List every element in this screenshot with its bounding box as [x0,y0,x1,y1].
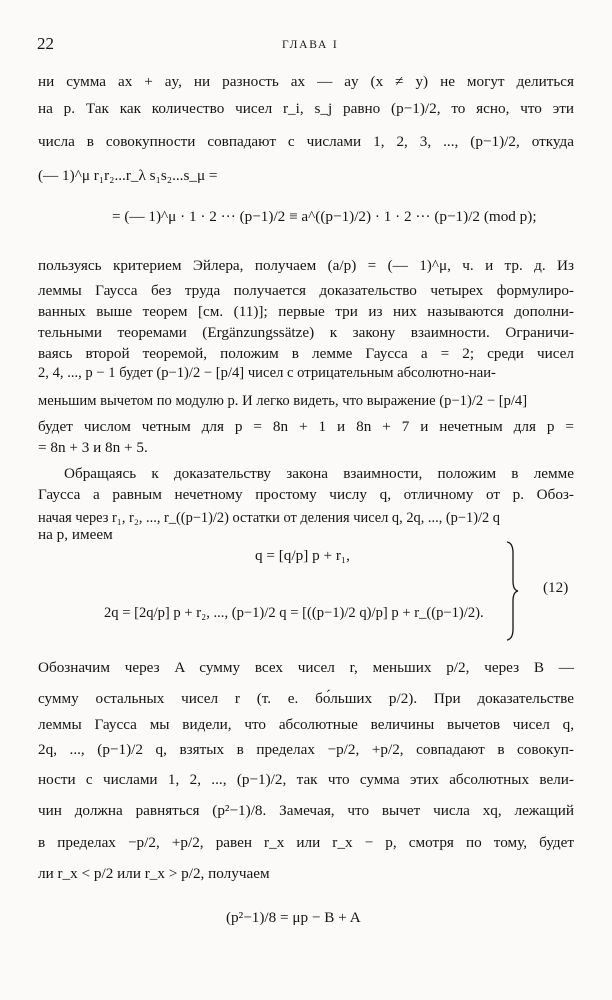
text-line-17: начая через r₁, r₂, ..., r_((p−1)/2) остатки от деления чисел q, 2q, ..., (p−1)/2 q [38,510,500,526]
formula-final: (p²−1)/8 = μp − B + A [226,909,361,926]
text-line-9: тельными теоремами (Ergänzungssätze) к закону взаимности. Ограничи- [38,324,574,341]
text-line-23: ности с числами 1, 2, ..., (p−1)/2, так что сумма этих абсолютных вели- [38,771,574,788]
text-line-20: сумму остальных чисел r (т. е. бо́льших p/2). При доказательстве [38,690,574,707]
page-number: 22 [37,34,54,53]
text-line-21: леммы Гаусса мы видели, что абсолютные величины вычетов чисел q, [38,716,574,733]
right-brace [505,541,519,641]
chapter-title: ГЛАВА I [282,39,339,51]
formula-line-2: = (— 1)^μ · 1 · 2 ··· (p−1)/2 ≡ a^((p−1)/2) · 1 · 2 ··· (p−1)/2 (mod p); [112,208,537,225]
text-line-26: ли r_x < p/2 или r_x > p/2, получаем [38,865,270,882]
text-line-8: ванных выше теорем [см. (11)]; первые три из них называются дополни- [38,303,574,320]
text-line-25: в пределах −p/2, +p/2, равен r_x или r_x − p, смотря по тому, будет [38,834,574,851]
equation-number: (12) [543,579,569,596]
formula-line-1: (— 1)^μ r₁r₂...r_λ s₁s₂...s_μ = [38,167,218,184]
text-line-11: 2, 4, ..., p − 1 будет (p−1)/2 − [p/4] чисел с отрицательным абсолютно-наи- [38,365,496,381]
text-line-18: на p, имеем [38,526,113,543]
text-line-6: пользуясь критерием Эйлера, получаем (a/p) = (— 1)^μ, ч. и тр. д. Из [38,257,574,274]
text-line-16: Гаусса a равным нечетному простому числу q, отличному от p. Обоз- [38,486,574,503]
equation-12b: 2q = [2q/p] p + r₂, ..., (p−1)/2 q = [((p−1)/2 q)/p] p + r_((p−1)/2). [104,605,484,621]
text-line-13: будет числом четным для p = 8n + 1 и 8n + 7 и нечетным для p = [38,418,574,435]
text-line-22: 2q, ..., (p−1)/2 q, взятых в пределах −p/2, +p/2, совпадают в совокуп- [38,741,574,758]
text-line-2: на p. Так как количество чисел r_i, s_j равно (p−1)/2, то ясно, что эти [38,100,574,117]
equation-12a: q = [q/p] p + r₁, [255,547,350,564]
text-line-7: леммы Гаусса без труда получается доказательство четырех формулиро- [38,282,574,299]
text-line-19: Обозначим через A сумму всех чисел r, меньших p/2, через B — [38,659,574,676]
text-line-1: ни сумма ax + ay, ни разность ax — ay (x ≠ y) не могут делиться [38,73,574,90]
text-line-12: меньшим вычетом по модулю p. И легко видеть, что выражение (p−1)/2 − [p/4] [38,393,528,409]
text-line-10: ваясь второй теоремой, положим в лемме Гаусса a = 2; среди чисел [38,345,574,362]
text-line-15: Обращаясь к доказательству закона взаимности, положим в лемме [64,465,574,482]
text-line-24: чин должна равняться (p²−1)/8. Замечая, что вычет числа xq, лежащий [38,802,574,819]
text-line-14: = 8n + 3 и 8n + 5. [38,439,148,456]
text-line-3: числа в совокупности совпадают с числами 1, 2, 3, ..., (p−1)/2, откуда [38,133,574,150]
